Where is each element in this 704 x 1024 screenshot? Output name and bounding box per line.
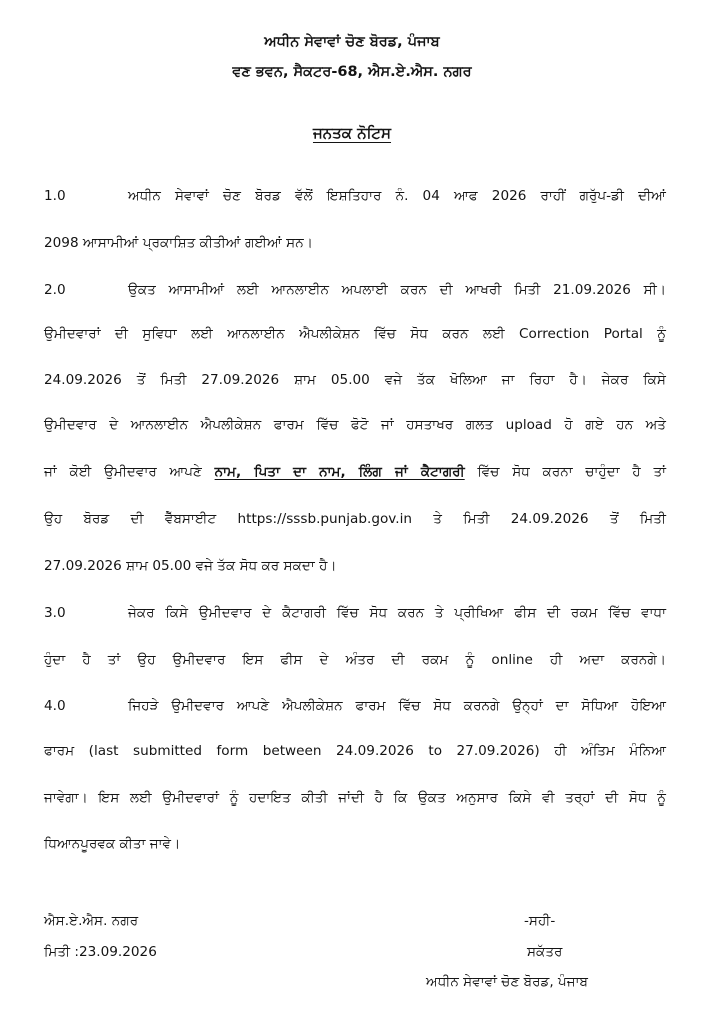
para-4-line-2: ਫਾਰਮ (last submitted form between 24.09.2026 to 27.09.2026) ਹੀ ਅੰਤਿਮ ਮੰਨਿਆ — [44, 743, 666, 759]
para-4-line-1 — [44, 696, 666, 716]
para-4-line-4: ਧਿਆਨਪੂਰਵਕ ਕੀਤਾ ਜਾਵੇ। — [44, 836, 181, 852]
para-4-text: ਜਿਹੜੇ ਉਮੀਦਵਾਰ ਆਪਣੇ ਐਪਲੀਕੇਸ਼ਨ ਫਾਰਮ ਵਿੱਚ ਸੋਧ ਕਰਨਗੇ ਉਨ੍ਹਾਂ ਦਾ ਸੋਧਿਆ ਹੋਇਆ — [128, 698, 666, 714]
board-name-heading: ਅਧੀਨ ਸੇਵਾਵਾਂ ਚੋਣ ਬੋਰਡ, ਪੰਜਾਬ — [264, 34, 440, 50]
para-2-line-5 — [44, 462, 666, 482]
para-2-line-7: 27.09.2026 ਸ਼ਾਮ 05.00 ਵਜੇ ਤੱਕ ਸੋਧ ਕਰ ਸਕਦਾ ਹੈ। — [44, 558, 337, 574]
footer-organization: ਅਧੀਨ ਸੇਵਾਵਾਂ ਚੋਣ ਬੋਰਡ, ਪੰਜਾਬ — [426, 974, 589, 990]
para-1-line-1 — [44, 186, 666, 206]
board-address-heading: ਵਣ ਭਵਨ, ਸੈਕਟਰ-68, ਐਸ.ਏ.ਐਸ. ਨਗਰ — [232, 64, 472, 80]
para-2-line-3: 24.09.2026 ਤੋਂ ਮਿਤੀ 27.09.2026 ਸ਼ਾਮ 05.00 ਵਜੇ ਤੱਕ ਖੋਲਿਆ ਜਾ ਰਿਹਾ ਹੈ। ਜੇਕਰ ਕਿਸੇ — [44, 372, 666, 388]
para-1-line-2: 2098 ਆਸਾਮੀਆਂ ਪ੍ਰਕਾਸ਼ਿਤ ਕੀਤੀਆਂ ਗਈਆਂ ਸਨ। — [44, 235, 313, 251]
para-2-number: 2.0 — [44, 282, 66, 298]
para-1-number: 1.0 — [44, 188, 66, 204]
footer-date: ਮਿਤੀ :23.09.2026 — [44, 944, 157, 960]
para-4-number: 4.0 — [44, 698, 66, 714]
para-2-line-4: ਉਮੀਦਵਾਰ ਦੇ ਆਨਲਾਈਨ ਐਪਲੀਕੇਸ਼ਨ ਫਾਰਮ ਵਿੱਚ ਫੋਟੋ ਜਾਂ ਹਸਤਾਖਰ ਗਲਤ upload ਹੋ ਗਏ ਹਨ ਅਤੇ — [44, 417, 666, 433]
para-2-line-5-start: ਜਾਂ ਕੋਈ ਉਮੀਦਵਾਰ ਆਪਣੇ — [44, 464, 215, 480]
para-4-line-3: ਜਾਵੇਗਾ। ਇਸ ਲਈ ਉਮੀਦਵਾਰਾਂ ਨੂੰ ਹਦਾਇਤ ਕੀਤੀ ਜਾਂਦੀ ਹੈ ਕਿ ਉਕਤ ਅਨੁਸਾਰ ਕਿਸੇ ਵੀ ਤਰ੍ਹਾਂ ਦੀ ਸੋਧ ਨੂੰ — [44, 790, 666, 806]
para-3-line-2: ਹੁੰਦਾ ਹੈ ਤਾਂ ਉਹ ਉਮੀਦਵਾਰ ਇਸ ਫੀਸ ਦੇ ਅੰਤਰ ਦੀ ਰਕਮ ਨੂੰ online ਹੀ ਅਦਾ ਕਰਨਗੇ। — [44, 652, 666, 668]
para-3-number: 3.0 — [44, 605, 66, 621]
para-2-line-1 — [44, 280, 666, 300]
para-3-line-1 — [44, 603, 666, 623]
footer-signed: -ਸਹੀ- — [524, 913, 556, 929]
footer-designation: ਸਕੱਤਰ — [527, 944, 563, 960]
notice-title — [0, 124, 704, 142]
para-3-text: ਜੇਕਰ ਕਿਸੇ ਉਮੀਦਵਾਰ ਦੇ ਕੈਟਾਗਰੀ ਵਿੱਚ ਸੋਧ ਕਰਨ ਤੇ ਪ੍ਰੀਖਿਆ ਫੀਸ ਦੀ ਰਕਮ ਵਿੱਚ ਵਾਧਾ — [128, 605, 666, 621]
footer-place: ਐਸ.ਏ.ਐਸ. ਨਗਰ — [44, 913, 139, 929]
para-2-line-2: ਉਮੀਦਵਾਰਾਂ ਦੀ ਸੁਵਿਧਾ ਲਈ ਆਨਲਾਈਨ ਐਪਲੀਕੇਸ਼ਨ ਵਿੱਚ ਸੋਧ ਕਰਨ ਲਈ Correction Portal ਨੂੰ — [44, 326, 666, 342]
para-2-text: ਉਕਤ ਆਸਾਮੀਆਂ ਲਈ ਆਨਲਾਈਨ ਅਪਲਾਈ ਕਰਨ ਦੀ ਆਖਰੀ ਮਿਤੀ 21.09.2026 ਸੀ। — [128, 282, 666, 298]
notice-title-text: ਜਨਤਕ ਨੋਟਿਸ — [312, 124, 392, 142]
para-1-text: ਅਧੀਨ ਸੇਵਾਵਾਂ ਚੋਣ ਬੋਰਡ ਵੱਲੋਂ ਇਸ਼ਤਿਹਾਰ ਨੰ. 04 ਆਫ 2026 ਰਾਹੀਂ ਗਰੁੱਪ-ਡੀ ਦੀਆਂ — [128, 188, 666, 204]
para-2-bold-fields: ਨਾਮ, ਪਿਤਾ ਦਾ ਨਾਮ, ਲਿੰਗ ਜਾਂ ਕੈਟਾਗਰੀ — [214, 464, 465, 480]
para-2-line-5-end: ਵਿੱਚ ਸੋਧ ਕਰਨਾ ਚਾਹੁੰਦਾ ਹੈ ਤਾਂ — [464, 464, 666, 480]
para-2-line-6: ਉਹ ਬੋਰਡ ਦੀ ਵੈੱਬਸਾਈਟ https://sssb.punjab.gov.in ਤੇ ਮਿਤੀ 24.09.2026 ਤੋਂ ਮਿਤੀ — [44, 511, 666, 527]
